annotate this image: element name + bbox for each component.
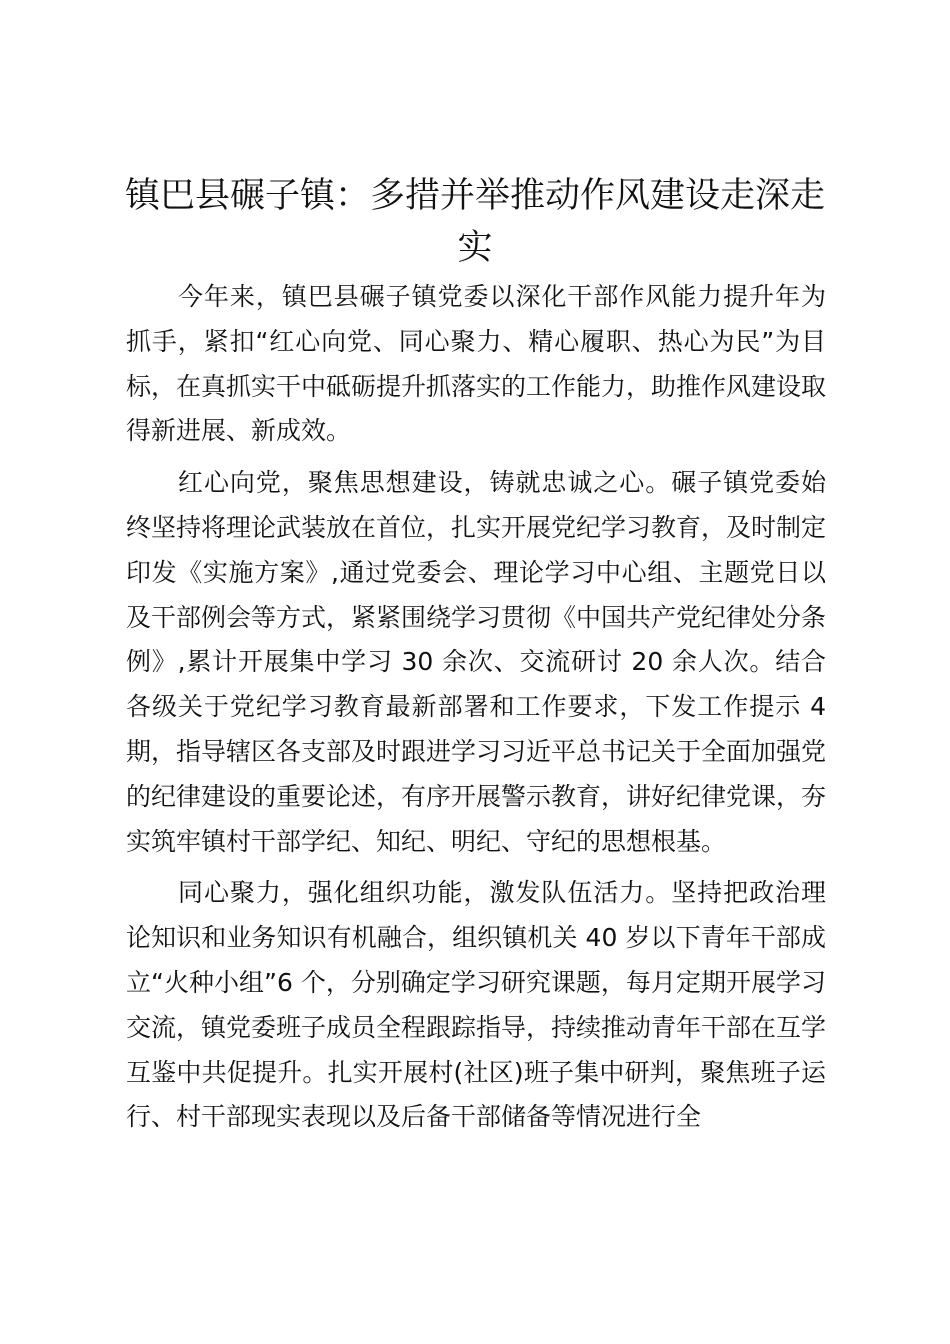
document-body xyxy=(126,275,826,1147)
document-title: 镇巴县碾子镇：多措并举推动作风建设走深走实 xyxy=(124,176,825,268)
paragraph-ideology: 红心向党，聚焦思想建设，铸就忠诚之心。碾子镇党委始终坚持将理论武装放在首位，扎实开展党纪学习教育，及时制定印发《实施方案》,通过党委会、理论学习中心组、主题党日以及干部例会等方式，紧紧围绕学习贯彻《中国共产党纪律处分条例》,累计开展集中学习 30 余次、交流研讨 20 余人次。结合各级关于党纪学习教育最新部署和工作要求，下发工作提示 4 期，指导辖区各支部及时跟进学习习近平总书记关于全面加强党的纪律建设的重要论述，有序开展警示教育，讲好纪律党课，夯实筑牢镇村干部学纪、知纪、明纪、守纪的思想根基。 xyxy=(126,468,827,856)
paragraph-intro: 今年来，镇巴县碾子镇党委以深化干部作风能力提升年为抓手，紧扣“红心向党、同心聚力、精心履职、热心为民”为目标，在真抓实干中砥砺提升抓落实的工作能力，助推作风建设取得新进展、新成效。 xyxy=(126,282,827,446)
paragraph-organization: 同心聚力，强化组织功能，激发队伍活力。坚持把政治理论知识和业务知识有机融合，组织镇机关 40 岁以下青年干部成立“火种小组”6 个，分别确定学习研究课题，每月定期开展学习交流，镇党委班子成员全程跟踪指导，持续推动青年干部在互学互鉴中共促提升。扎实开展村(社区)班子集中研判，聚焦班子运行、村干部现实表现以及后备干部储备等情况进行全 xyxy=(126,878,827,1132)
